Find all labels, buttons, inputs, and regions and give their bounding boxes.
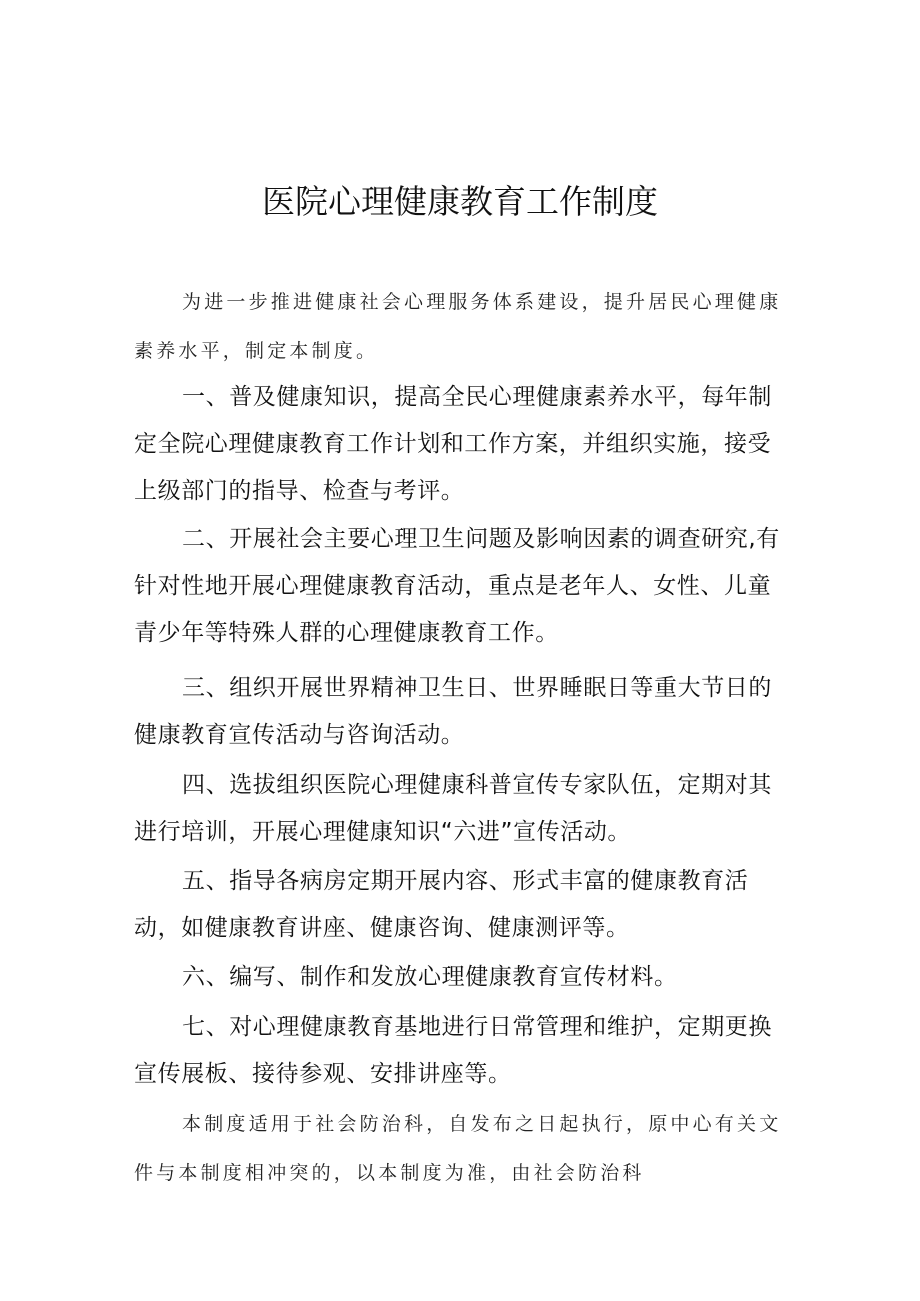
clause-7: 七、对心理健康教育基地进行日常管理和维护，定期更换宣传展板、接待参观、安排讲座等。 xyxy=(134,1014,772,1087)
document-title: 医院心理健康教育工作制度 xyxy=(262,182,658,221)
clause-3: 三、组织开展世界精神卫生日、世界睡眠日等重大节日的健康教育宣传活动与咨询活动。 xyxy=(134,675,772,748)
clause-2: 二、开展社会主要心理卫生问题及影响因素的调查研究,有针对性地开展心理健康教育活动，重点是老年人、女性、儿童青少年等特殊人群的心理健康教育工作。 xyxy=(134,526,780,646)
clause-5: 五、指导各病房定期开展内容、形式丰富的健康教育活动，如健康教育讲座、健康咨询、健康测评等。 xyxy=(134,868,749,941)
clause-1: 一、普及健康知识，提高全民心理健康素养水平，每年制定全院心理健康教育工作计划和工作方案，并组织实施，接受上级部门的指导、检查与考评。 xyxy=(134,384,772,504)
clause-4: 四、选拔组织医院心理健康科普宣传专家队伍，定期对其进行培训，开展心理健康知识“六进”宣传活动。 xyxy=(134,772,772,845)
intro-paragraph: 为进一步推进健康社会心理服务体系建设，提升居民心理健康素养水平，制定本制度。 xyxy=(134,291,782,362)
clause-6: 六、编写、制作和发放心理健康教育宣传材料。 xyxy=(182,964,678,990)
closing-paragraph: 本制度适用于社会防治科，自发布之日起执行，原中心有关文件与本制度相冲突的，以本制度为准，由社会防治科 xyxy=(134,1113,782,1184)
